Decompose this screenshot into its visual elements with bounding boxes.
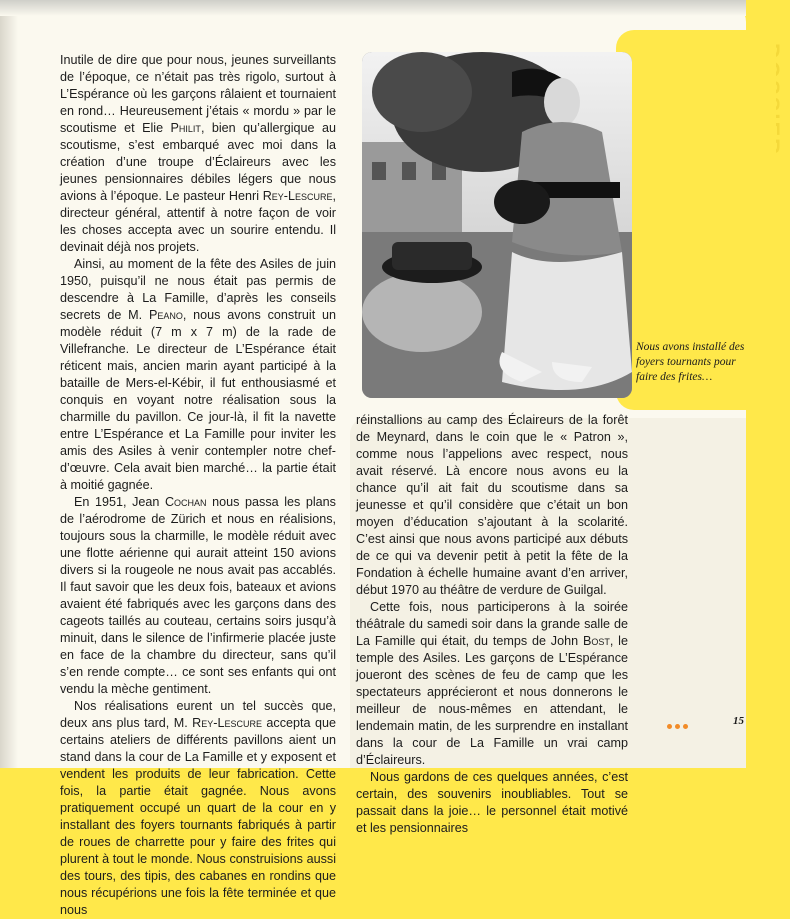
page-number: 15 <box>733 715 744 727</box>
page-top-shadow <box>0 0 746 16</box>
text-column-left <box>60 52 336 919</box>
paragraph: Cette fois, nous participerons à la soirée théâtrale du samedi soir dans la grande salle de La Famille qui était, du temps de John Bost, le temple des Asiles. Les garçons de L’Espérance joueront des scènes de feu de camp que les spectateurs apprécieront et nous donnerons le meilleur de nous-mêmes en attendant, le lendemain matin, de les surprendre en installant dans la cour de La Famille un vrai camp d’Éclaireurs. <box>356 600 628 767</box>
photo-illustration <box>362 52 632 398</box>
paragraph: réinstallions au camp des Éclaireurs de la forêt de Meynard, dans le coin que le « Patron », comme nous l’appelions avec respect, nous avait réservé. Là encore nous avons eu la chance qu’il ait fait du scoutisme dans sa jeunesse et qu’il considère que c’était un bon moyen d’éducation s’ajoutant à la scolarité. C’est ainsi que nous avons participé aux débuts de ce qui va devenir petit à petit la fête de la Fondation à échelle humaine avant d’en arriver, début 1970 au théâtre de verdure de Guilgal. <box>356 413 628 597</box>
photo-frites <box>362 52 632 398</box>
paragraph: En 1951, Jean Cochan nous passa les plans de l’aérodrome de Zürich et nous en réalisions, toujours sous la charmille, le modèle réduit avec une flotte aérienne qui aurait atteint 150 avions divers si la rougeole ne nous avait pas accablés. Il faut savoir que les deux fois, bateaux et avions avaient été fabriqués avec les garçons dans des cageots taillés au couteau, certains soirs jusqu’à minuit, dans le silence de l’infirmerie placée juste en face de la chambre du directeur, sans qu’il s’en rende compte… ce sont ses enfants qui ont vendu la mèche gentiment. <box>60 495 336 696</box>
paragraph: Nos réalisations eurent un tel succès que, deux ans plus tard, M. Rey-Lescure accepta que certains ateliers de différents pavillons aient un stand dans la cour de La Famille et y exposent et vendent les produits de leur fabrication. Cette fois, la partie était gagnée. Nous avons pratiquement occupé un quart de la cour en y installant des foyers tournants fabriqués à partir de roues de charrette pour y faire des frites qui plurent à tout le monde. Nous construisions aussi des tours, des tipis, des cabanes en rondins que nous récupérions une fois la fête terminée et que nous <box>60 699 336 917</box>
text-column-right <box>356 412 628 837</box>
paragraph: Inutile de dire que pour nous, jeunes surveillants de l’époque, ce n’était pas très rigolo, surtout à L’Espérance où les garçons râlaient et tournaient en rond… Heureusement j’étais « mordu » par le scoutisme et Elie Philit, bien qu’allergique au scoutisme, s’est embarqué avec moi dans la création d’une troupe d’Éclaireurs avec les jeunes pensionnaires débiles légers que nous avions à l’époque. Le pasteur Henri Rey-Lescure, directeur général, attentif à notre façon de voir les choses accepta avec un sourire entendu. Il devinait déjà nos projets. <box>60 53 336 254</box>
page-binding-shadow <box>0 0 18 768</box>
decorative-dots-icon <box>667 716 697 724</box>
paragraph: Nous gardons de ces quelques années, c’est certain, des souvenirs inoubliables. Tout se passait dans la joie… le personnel était motivé et les pensionnaires <box>356 770 628 835</box>
paragraph: Ainsi, au moment de la fête des Asiles de juin 1950, puisqu’il ne nous était pas permis de descendre à La Famille, d’après les conseils secrets de M. Peano, nous avons construit un modèle réduit (7 m x 7 m) de la rade de Villefranche. Le directeur de L’Espérance était réticent mais, ancien marin ayant participé à la bataille de Mers-el-Kébir, il fut enthousiasmé et conquis en voyant notre réalisation sous la charmille du pavillon. Ce jour-là, il fit la navette entre L’Espérance et La Famille pour inviter les amis des Asiles à venir contempler notre chef-d’œuvre. Cela avait bien marché… la partie était à moitié gagnée. <box>60 257 336 492</box>
photo-caption: Nous avons installé des foyers tournants pour faire des frites… <box>636 341 745 383</box>
